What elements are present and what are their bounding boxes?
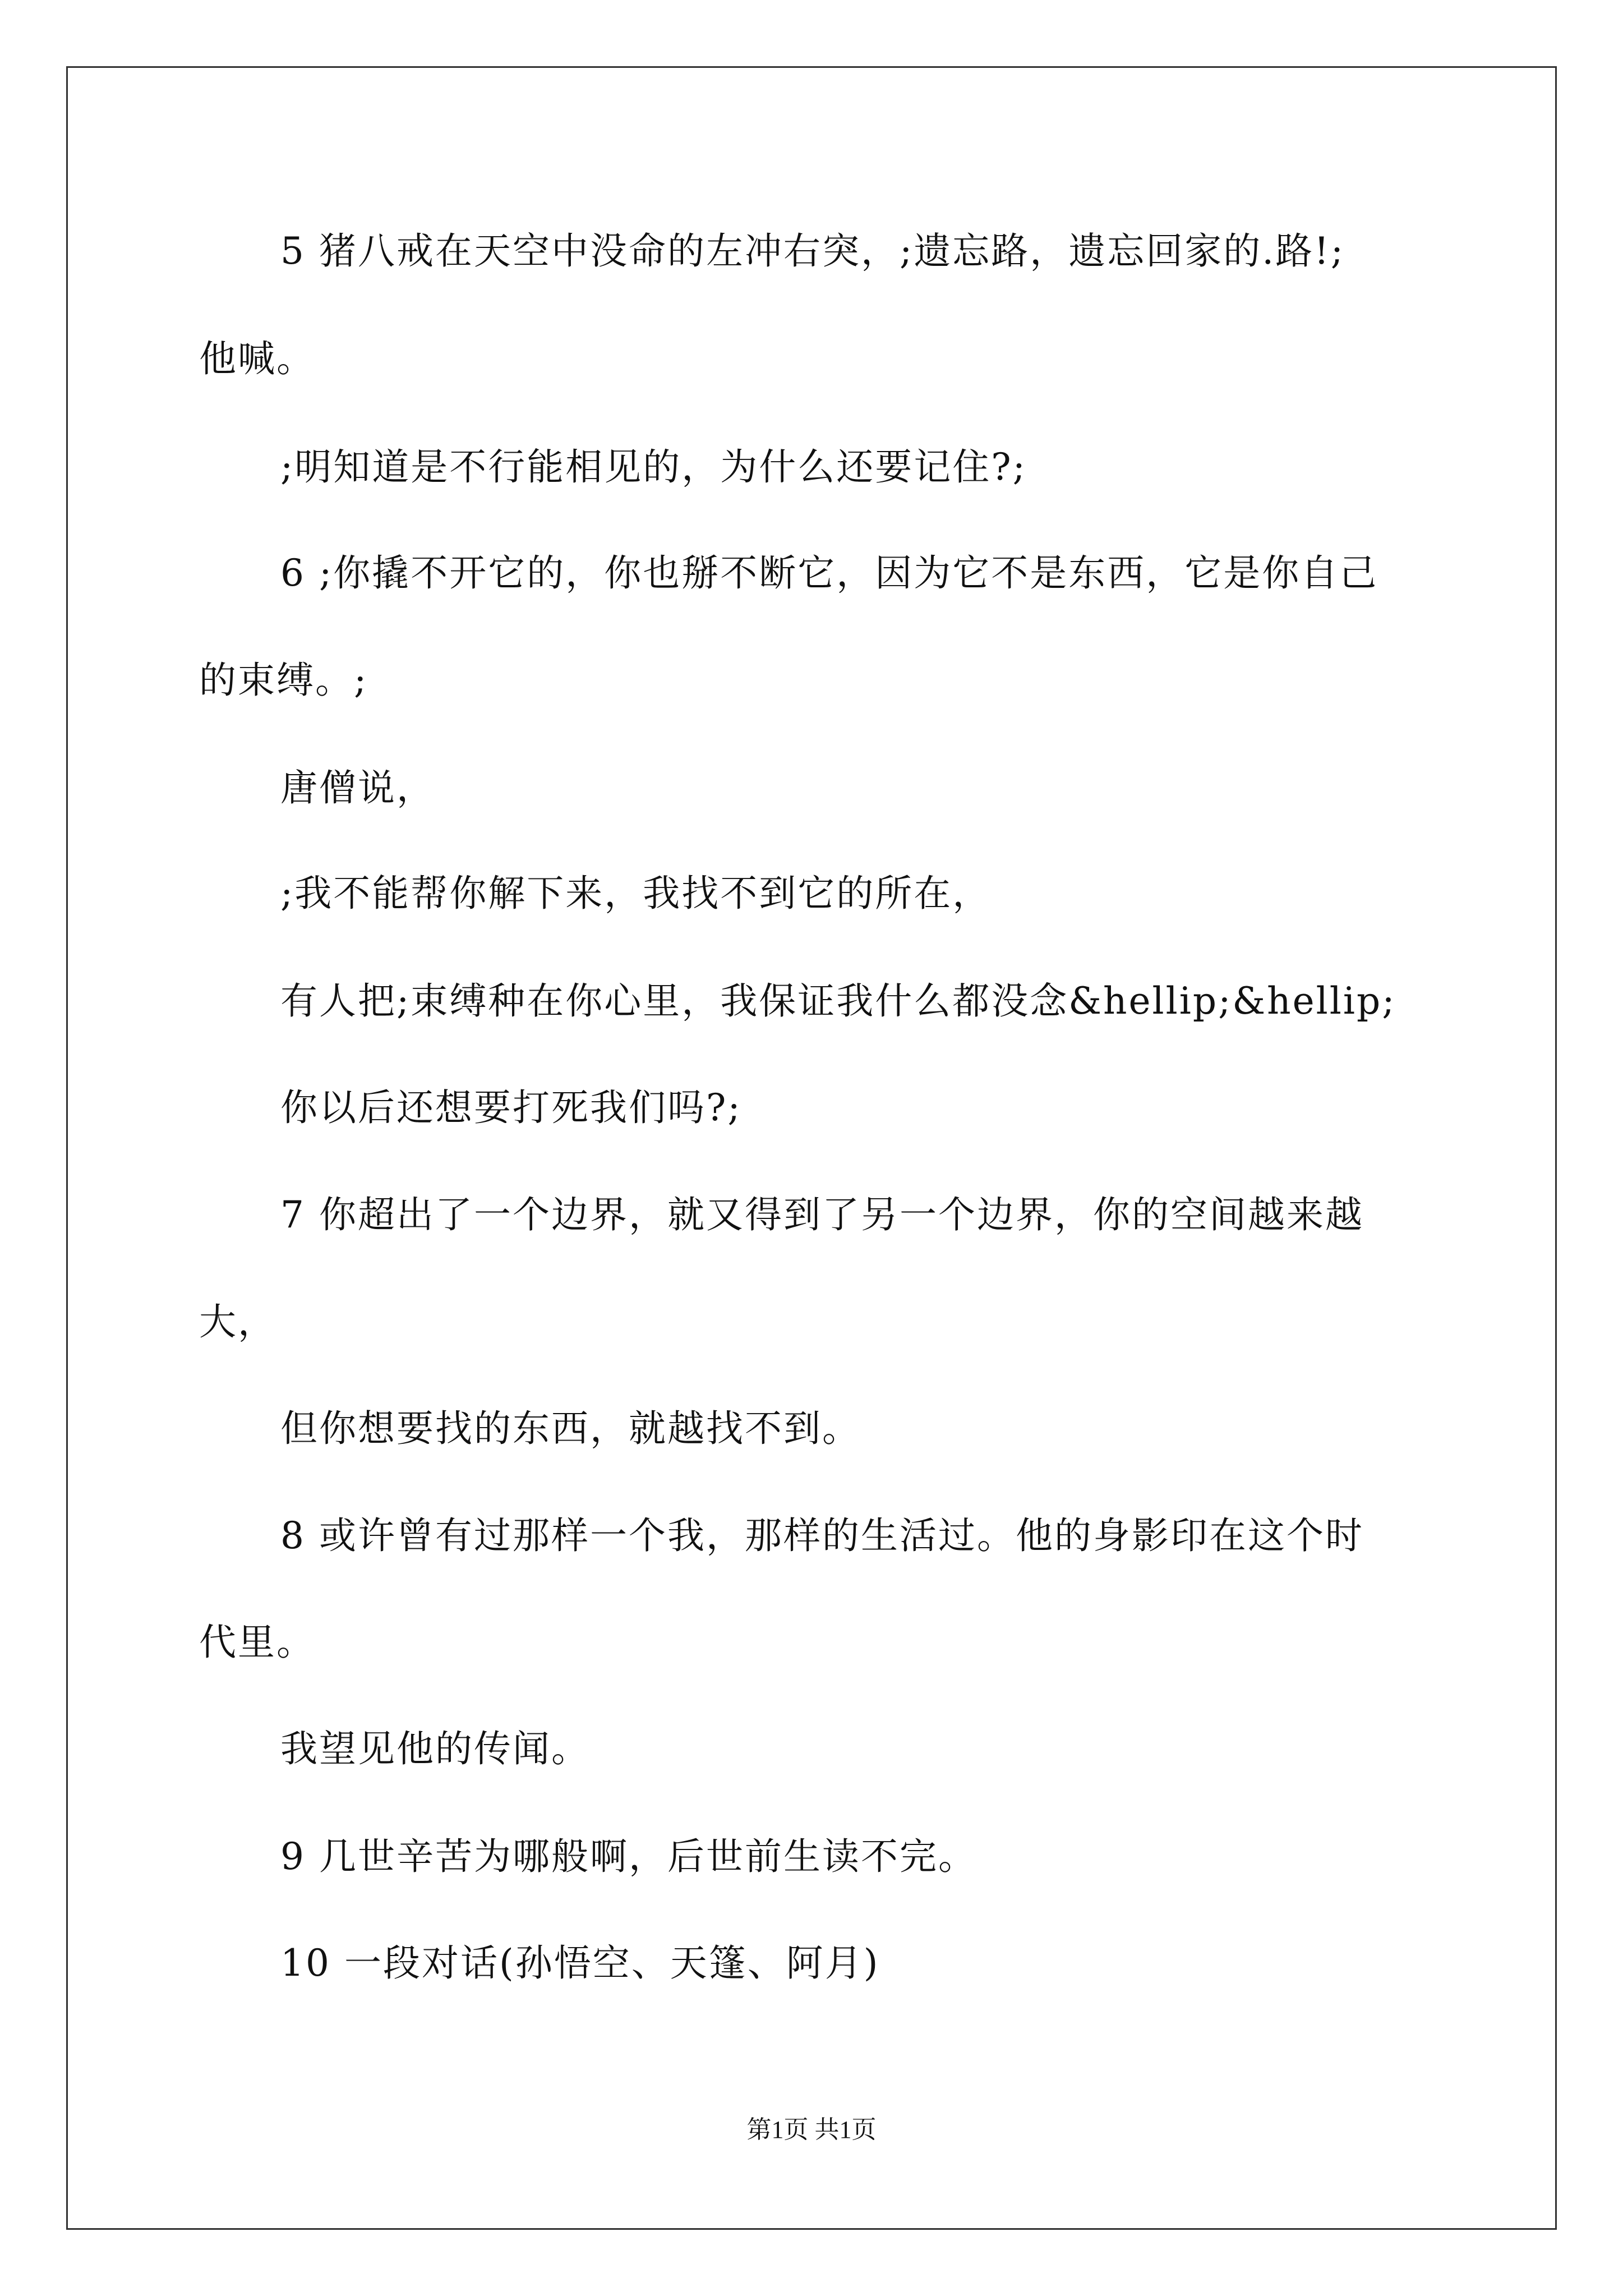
paragraph-line-8: 有人把;束缚种在你心里，我保证我什么都没念&hellip;&hellip; bbox=[280, 979, 1396, 1023]
page-footer: 第1页 共1页 bbox=[746, 2116, 877, 2143]
paragraph-line-13: 8 或许曾有过那样一个我，那样的生活过。他的身影印在这个时 bbox=[280, 1514, 1364, 1557]
paragraph-line-7: ;我不能帮你解下来，我找不到它的所在， bbox=[280, 872, 992, 915]
paragraph-line-2: 他喊。 bbox=[199, 337, 315, 380]
paragraph-line-17: 10 一段对话(孙悟空、天篷、阿月) bbox=[280, 1941, 880, 1985]
paragraph-line-11: 大， bbox=[199, 1300, 276, 1343]
paragraph-line-5: 的束缚。; bbox=[199, 659, 368, 702]
paragraph-line-15: 我望见他的传闻。 bbox=[280, 1727, 590, 1770]
page-border bbox=[66, 66, 1557, 2230]
paragraph-line-6: 唐僧说， bbox=[280, 766, 435, 809]
paragraph-line-12: 但你想要找的东西，就越找不到。 bbox=[280, 1407, 861, 1450]
paragraph-line-4: 6 ;你撬不开它的，你也掰不断它，因为它不是东西，它是你自己 bbox=[280, 551, 1378, 595]
paragraph-line-10: 7 你超出了一个边界，就又得到了另一个边界，你的空间越来越 bbox=[280, 1193, 1364, 1236]
paragraph-line-1: 5 猪八戒在天空中没命的左冲右突，;遗忘路，遗忘回家的.路!; bbox=[280, 229, 1345, 273]
paragraph-line-16: 9 几世辛苦为哪般啊，后世前生读不完。 bbox=[280, 1835, 977, 1878]
paragraph-line-3: ;明知道是不行能相见的，为什么还要记住?; bbox=[280, 445, 1027, 489]
paragraph-line-14: 代里。 bbox=[199, 1621, 315, 1664]
paragraph-line-9: 你以后还想要打死我们吗?; bbox=[280, 1086, 742, 1129]
